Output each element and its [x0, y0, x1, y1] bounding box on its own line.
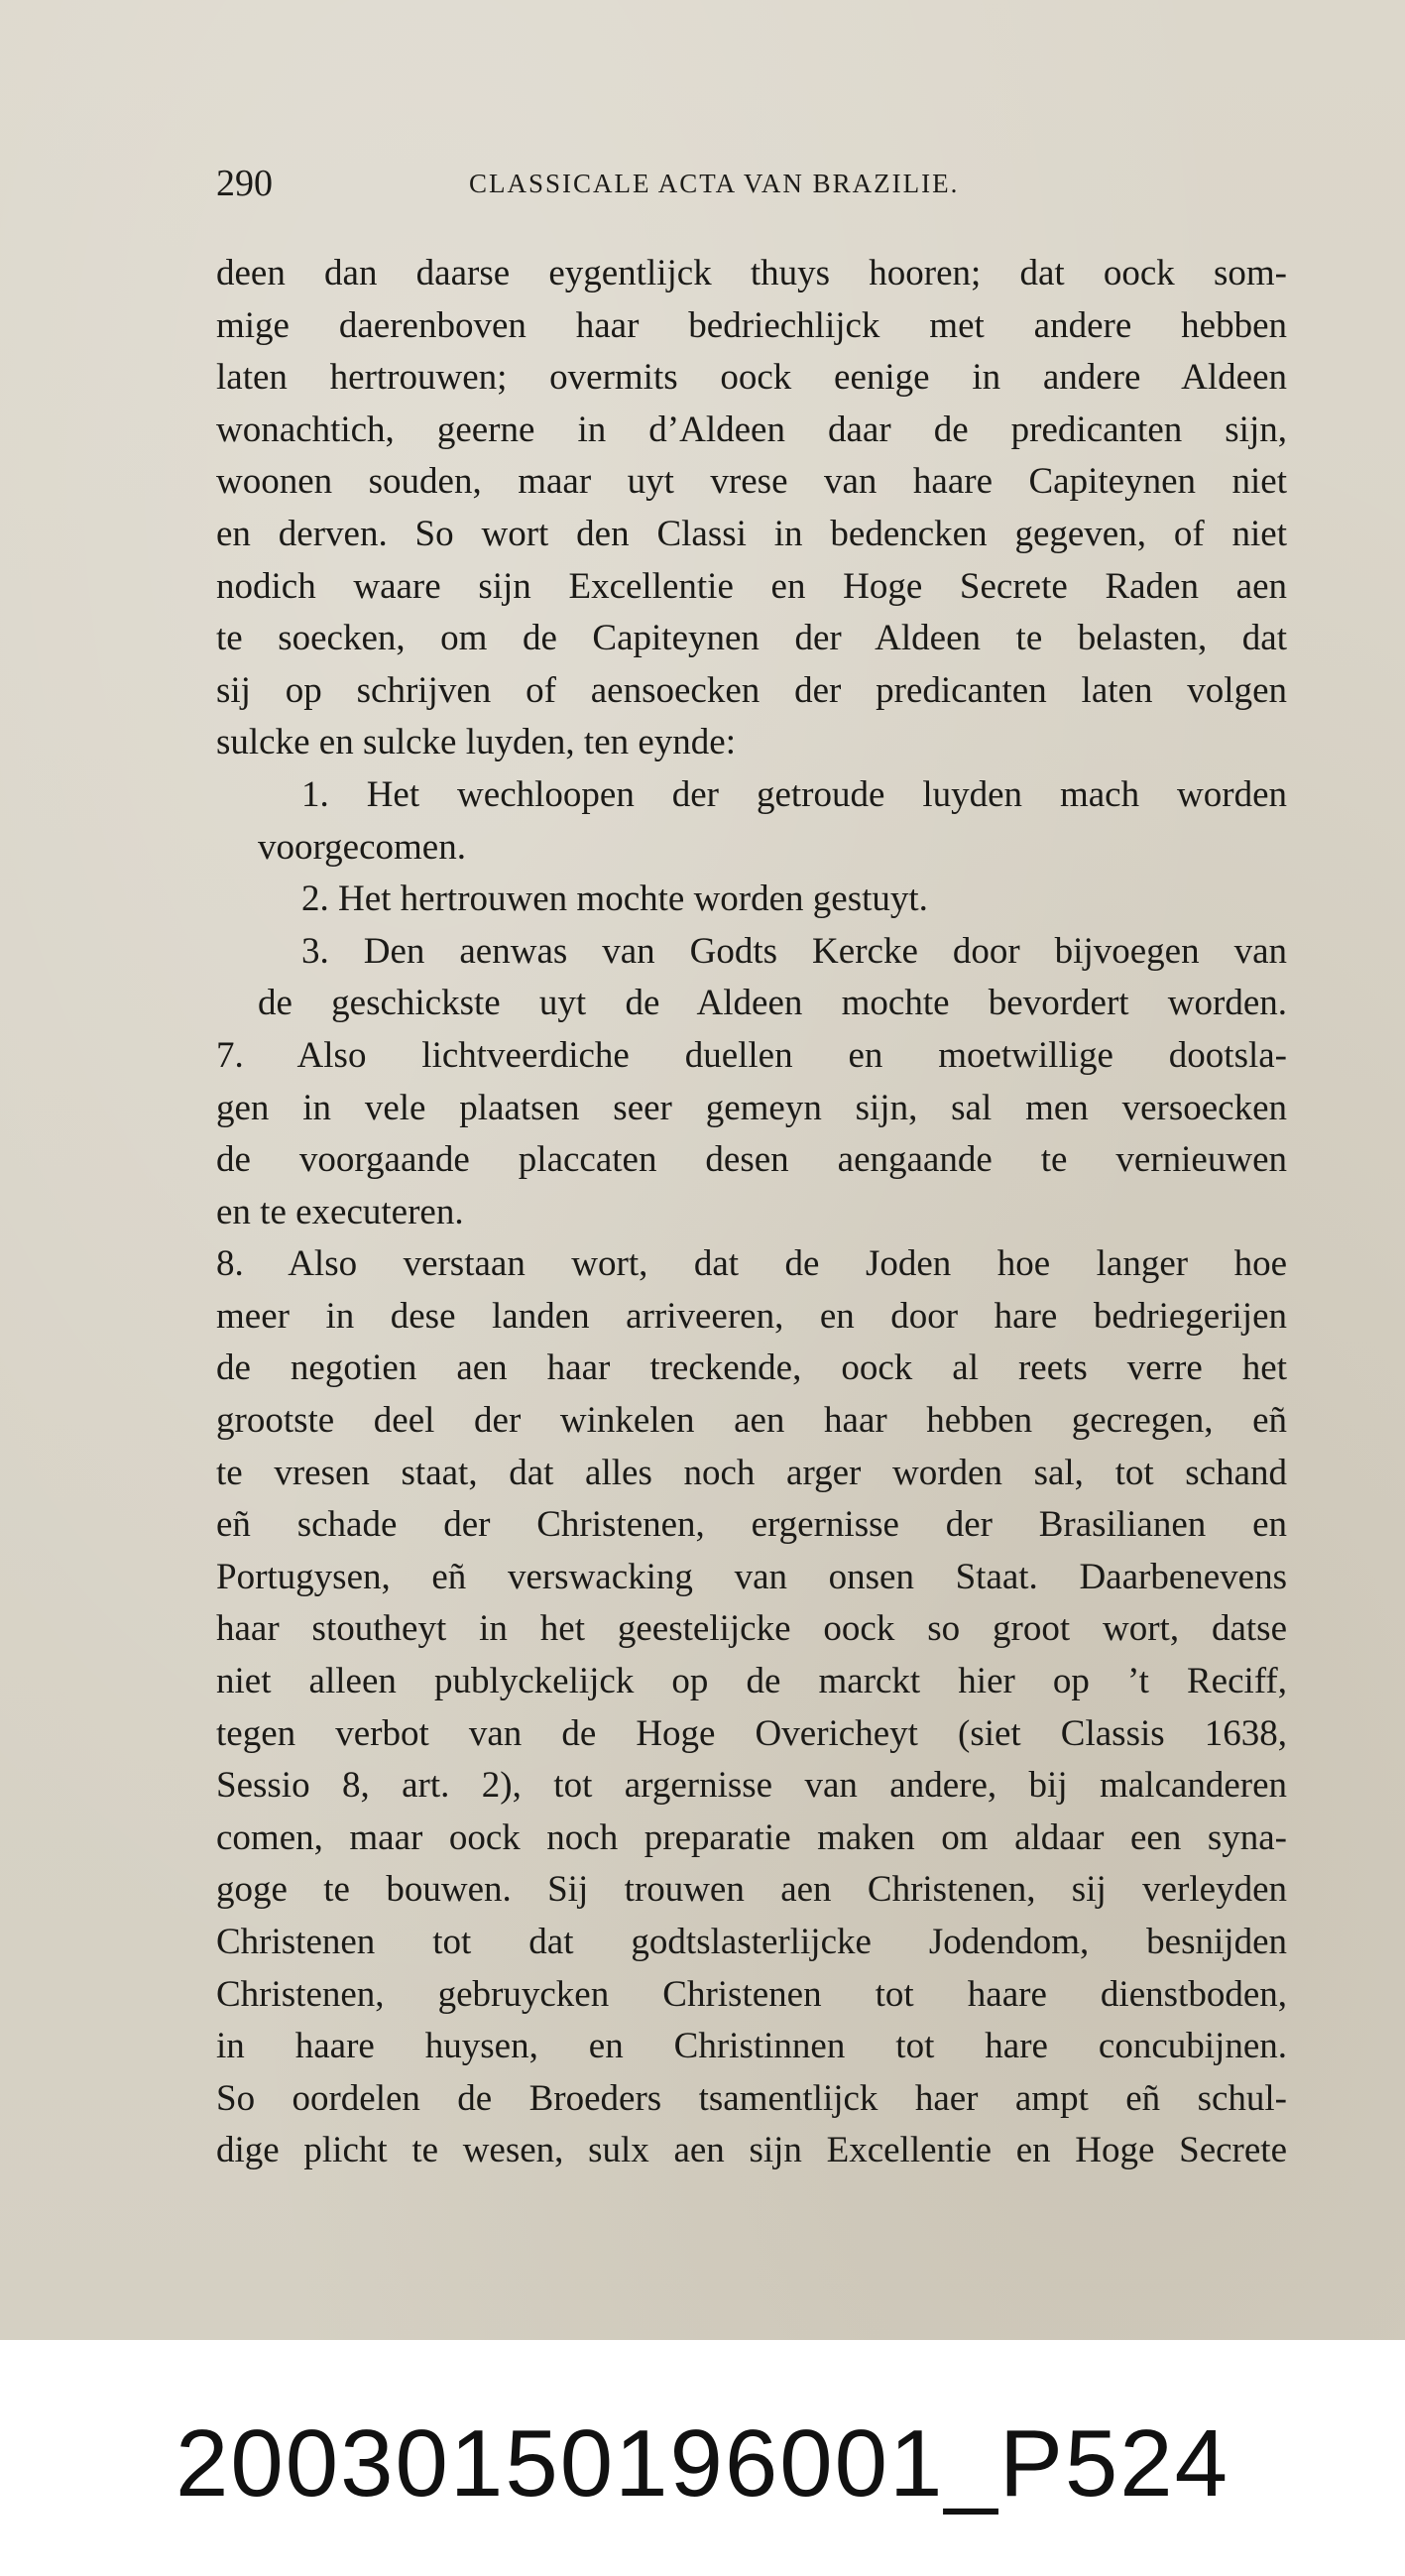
- text-line: grootste deel der winkelen aen haar hebben gecregen, eñ: [216, 1400, 1287, 1442]
- text-line: te soecken, om de Capiteynen der Aldeen te belasten, dat: [216, 618, 1287, 659]
- text-line: dige plicht te wesen, sulx aen sijn Excellentie en Hoge Secrete: [216, 2130, 1287, 2171]
- text-line: de geschickste uyt de Aldeen mochte bevordert worden.: [258, 983, 1287, 1024]
- text-line: in haare huysen, en Christinnen tot hare concubijnen.: [216, 2026, 1287, 2067]
- list-item-2: 2. Het hertrouwen mochte worden gestuyt.: [301, 878, 928, 920]
- scan-label: [0, 2340, 1405, 2576]
- text-line: mige daerenboven haar bedriechlijck met andere hebben: [216, 304, 1287, 346]
- text-line: laten hertrouwen; overmits oock eenige in andere Aldeen: [216, 357, 1287, 399]
- text-line: nodich waare sijn Excellentie en Hoge Secrete Raden aen: [216, 565, 1287, 607]
- text-line: woonen souden, maar uyt vrese van haare Capiteynen niet: [216, 461, 1287, 503]
- text-line: Portugysen, eñ verswacking van onsen Staat. Daarbenevens: [216, 1556, 1287, 1597]
- text-line: Christenen tot dat godtslasterlijcke Jodendom, besnijden: [216, 1922, 1287, 1962]
- article-8: 8. Also verstaan wort, dat de Joden hoe langer hoe: [216, 1243, 1287, 1285]
- page-header: [216, 159, 1287, 208]
- article-7: 7. Also lichtveerdiche duellen en moetwillige dootsla-: [216, 1034, 1287, 1076]
- text-line: goge te bouwen. Sij trouwen aen Christenen, sij verleyden: [216, 1869, 1287, 1911]
- text-line: meer in dese landen arriveeren, en door hare bedriegerijen: [216, 1295, 1287, 1337]
- text-line: te vresen staat, dat alles noch arger worden sal, tot schand: [216, 1452, 1287, 1493]
- text-line: Christenen, gebruycken Christenen tot haare dienstboden,: [216, 1973, 1287, 2015]
- running-head: CLASSICALE ACTA VAN BRAZILIE.: [469, 169, 960, 198]
- body-text: [216, 248, 1287, 2177]
- text-line: sij op schrijven of aensoecken der predicanten laten volgen: [216, 669, 1287, 711]
- page-number: 290: [216, 163, 273, 204]
- text-line: comen, maar oock noch preparatie maken om aldaar een syna-: [216, 1816, 1287, 1858]
- text-line: de voorgaande placcaten desen aengaande te vernieuwen: [216, 1139, 1287, 1181]
- scan-identifier: 20030150196001_P524: [175, 2410, 1230, 2517]
- text-line: Sessio 8, art. 2), tot argernisse van andere, bij malcanderen: [216, 1765, 1287, 1807]
- text-line: en derven. So wort den Classi in bedencken gegeven, of niet: [216, 513, 1287, 554]
- text-line: sulcke en sulcke luyden, ten eynde:: [216, 722, 736, 763]
- list-item-1: 1. Het wechloopen der getroude luyden mach worden: [301, 773, 1287, 815]
- text-line: voorgecomen.: [258, 826, 466, 868]
- text-line: haar stoutheyt in het geestelijcke oock so groot wort, datse: [216, 1608, 1287, 1650]
- text-line: wonachtich, geerne in d’Aldeen daar de predicanten sijn,: [216, 409, 1287, 450]
- text-line: eñ schade der Christenen, ergernisse der Brasilianen en: [216, 1504, 1287, 1546]
- text-line: de negotien aen haar treckende, oock al reets verre het: [216, 1347, 1287, 1389]
- text-line: gen in vele plaatsen seer gemeyn sijn, sal men versoecken: [216, 1087, 1287, 1128]
- text-line: tegen verbot van de Hoge Overicheyt (siet Classis 1638,: [216, 1712, 1287, 1754]
- text-line: niet alleen publyckelijck op de marckt hier op ’t Reciff,: [216, 1661, 1287, 1702]
- text-line: So oordelen de Broeders tsamentlijck haer ampt eñ schul-: [216, 2077, 1287, 2119]
- list-item-3: 3. Den aenwas van Godts Kercke door bijvoegen van: [301, 930, 1287, 972]
- text-line: en te executeren.: [216, 1191, 464, 1232]
- text-line: deen dan daarse eygentlijck thuys hooren; dat oock som-: [216, 253, 1287, 293]
